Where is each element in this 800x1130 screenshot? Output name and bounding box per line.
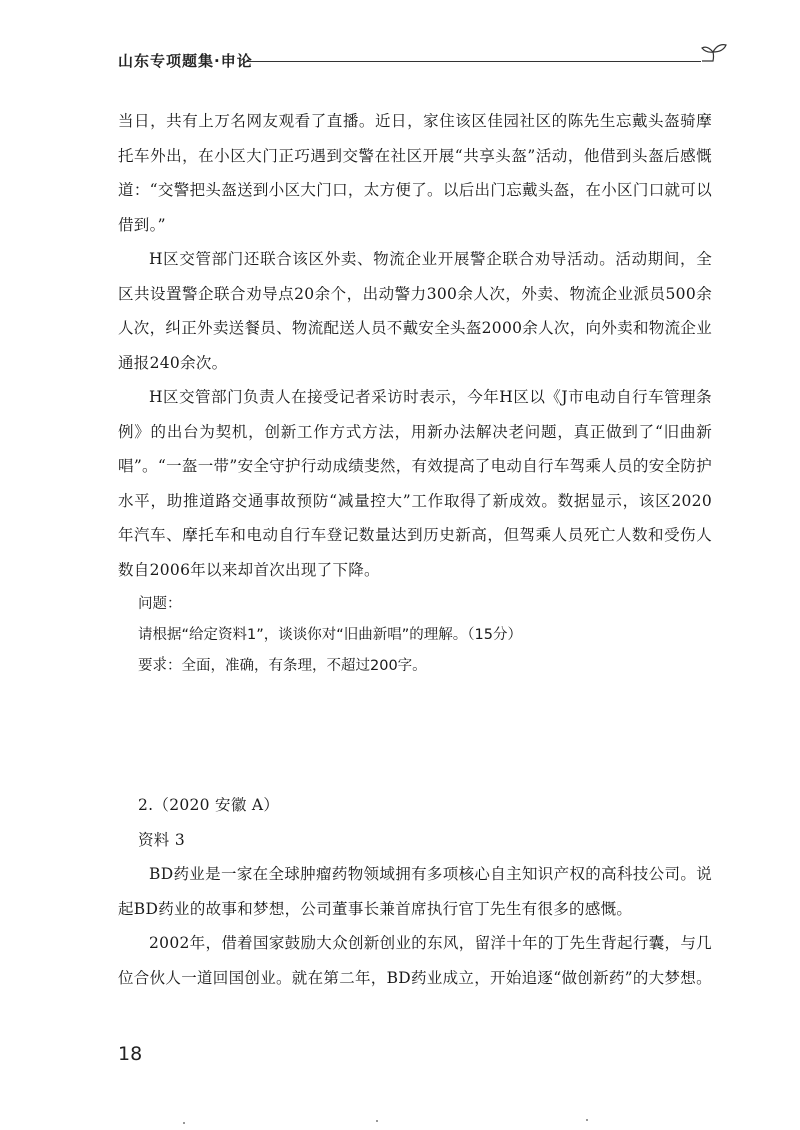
passage-paragraph: 当日，共有上万名网友观看了直播。近日，家住该区佳园社区的陈先生忘戴头盔骑摩托车外出，在小区大门正巧遇到交警在社区开展“共享头盔”活动，他借到头盔后感慨道：“交警把头盔送到小区大门口，太方便了。以后出门忘戴头盔，在小区门口就可以借到。” [118,112,712,234]
header-rule [246,61,701,62]
question-block [118,589,712,682]
material-paragraph: 2002年，借着国家鼓励大众创新创业的东风，留洋十年的丁先生背起行囊，与几位合伙人一道回国创业。就在第二年，BD药业成立，开始追逐“做创新药”的大梦想。 [118,934,712,987]
scan-speck [376,1120,378,1122]
scan-speck [586,1119,588,1121]
page-number: 18 [118,1043,143,1065]
scan-speck [162,656,164,658]
question-label: 问题： [138,596,182,612]
passage-paragraph: H区交管部门负责人在接受记者采访时表示，今年H区以《J市电动自行车管理条例》的出台为契机，创新工作方式方法，用新办法解决老问题，真正做到了“旧曲新唱”。“一盔一带”安全守护行动成绩斐然，有效提高了电动自行车驾乘人员的安全防护水平，助推道路交通事故预防“减量控大”工作取得了新成效。数据显示，该区2020年汽车、摩托车和电动自行车登记数量达到历史新高，但驾乘人员死亡人数和受伤人数自2006年以来却首次出现了下降。 [118,388,712,579]
material-label: 资料 3 [138,830,185,849]
page-header [118,40,718,76]
passage-paragraph: H区交管部门还联合该区外卖、物流企业开展警企联合劝导活动。活动期间，全区共设置警企联合劝导点20余个，出动警力300余人次，外卖、物流企业派员500余人次，纠正外卖送餐员、物流配送人员不戴安全头盔2000余人次，向外卖和物流企业通报240余次。 [118,250,712,372]
passage-1 [118,104,712,682]
section-heading: 2.（2020 安徽 A） [138,796,280,814]
sprout-icon [698,40,730,70]
material-paragraph: BD药业是一家在全球肿瘤药物领域拥有多项核心自主知识产权的高科技公司。说起BD药业的故事和梦想，公司董事长兼首席执行官丁先生有很多的感慨。 [118,865,712,918]
header-title: 山东专项题集·申论 [118,52,253,70]
question-requirement: 要求：全面，准确，有条理，不超过200字。 [138,658,427,674]
section-2 [118,788,712,995]
scan-speck [183,1122,185,1124]
question-prompt: 请根据“给定资料1”，谈谈你对“旧曲新唱”的理解。（15分） [138,627,522,643]
